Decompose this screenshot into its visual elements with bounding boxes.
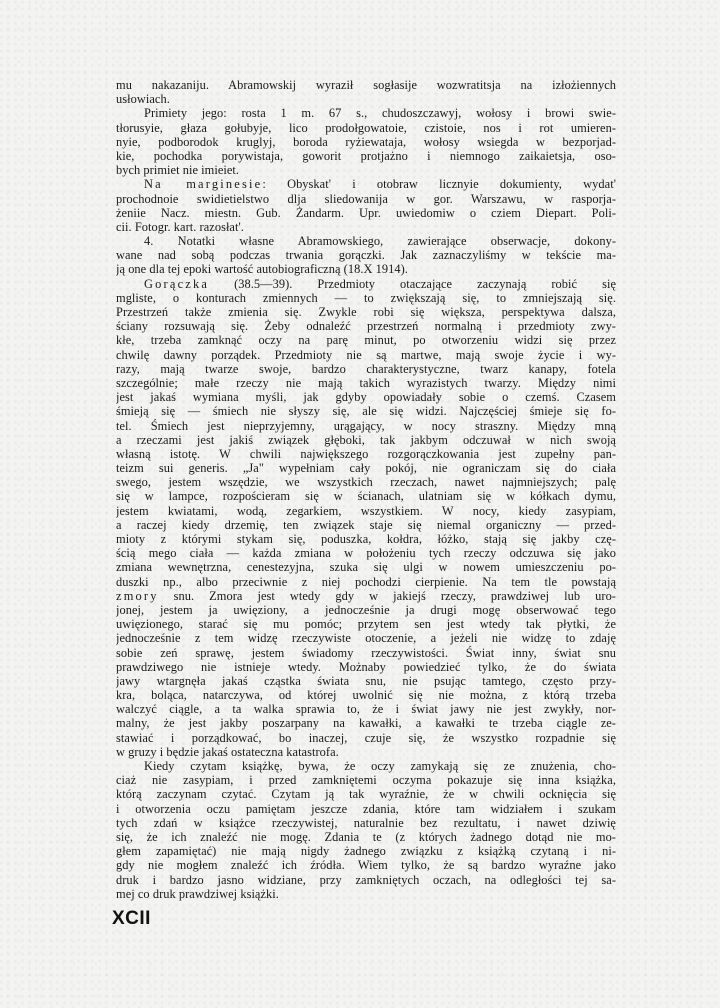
text-line: wane nad sobą podczas trwania gorączki. Jak zaznaczyliśmy w tekście ma- [116,248,616,263]
text-line: jonej, jestem ja uwięziony, a jednocześnie ja drugi mogę obserwować tego [116,602,616,617]
text-line: się w lampce, rozpościeram się w ścianach, ulatniam się w kółkach dymu, [116,489,616,504]
line-rest: : Obyskat' i otobraw licznyie dokumienty, wydat' [262,177,616,192]
text-line: jestem kwiatami, wodą, zegarkiem, wszystkiem. W nocy, kiedy zasypiam, [116,503,616,518]
text-line: 4. Notatki własne Abramowskiego, zawierające obserwacje, dokony- [144,234,616,249]
page-number: XCII [112,908,151,929]
text-line: Primiety jego: rosta 1 m. 67 s., chudoszczawyj, wołosy i browi swie- [144,106,616,121]
text-line: Przestrzeń także zmienia się. Zwykle robi się większa, perspektywa dalsza, [116,305,616,319]
text-line: tych zdań w książce rzeczywistej, naturalnie bez rezultatu, i nawet dziwię [116,815,616,830]
text-line: a raczej kiedy drzemię, ten związek staje się niemal organiczny — przed- [116,517,616,532]
text-line: się, że ich znaleźć nie mogę. Zdania te (z których żadnego dotąd nie mo- [116,829,616,844]
text-line: ścią mego ciała — każda zmiana w położeniu tych rzeczy odczuwa się jako [116,546,616,561]
text-line: stawiać i porządkować, bo inaczej, czuje się, że wszystko rozpadnie się [116,730,616,745]
line-rest: (38.5—39). Przedmioty otaczające zaczynają robić się [209,276,616,291]
text-line: cii. Fotogr. kart. razosłat'. [116,219,244,234]
text-line: teizm sui generis. „Ja" wypełniam cały pokój, nie ograniczam się do ciała [116,461,616,476]
text-line: jednocześnie z tem widzę rzeczywiste otoczenie, a jeżeli nie widzę to zdaję [116,631,616,646]
emphasized-term: Na marginesie [144,177,263,192]
text-line: razy, mają twarze swoje, bardzo charakterystyczne, twarz kanapy, fotela [116,361,616,376]
text-line: własną istotę. W chwili największego rozgorączkowania jest zupełny pan- [116,446,616,461]
text-line: mu nakazaniju. Abramowskij wyraził sogłasije wozwratitsja na izłożiennych [116,78,616,92]
text-line [116,177,616,191]
text-line: druk i bardzo jasno widziane, przy zamkniętych oczach, na odległości tej sa- [116,872,616,887]
text-line: ciaż nie zasypiam, i przed zamkniętemi oczyma pokazuje się inna książka, [116,773,616,788]
emphasized-term: Gorączka [144,276,210,291]
text-line: bych primiet nie imieiet. [116,163,240,178]
text-line: jest jakaś wymiana myśli, jak gdyby opowiadały sobie o czemś. Czasem [116,390,616,405]
text-line: chwilę dawny porządek. Przedmioty nie są martwe, mają swoje życie i wy- [116,347,616,362]
body-text [116,78,616,901]
text-line: i otworzenia oczu pamiętam jeszcze zdania, które tam widziałem i szukam [116,801,616,816]
emphasized-term: zmory [116,588,159,603]
text-line: sobie zeń sprawę, jestem świadomy rzeczywistości. Świat inny, świat snu [116,645,616,660]
text-line: ściany rozsuwają się. Żeby odnaleźć przestrzeń normalną i przedmioty zwy- [116,319,616,334]
line-rest: snu. Zmora jest wtedy gdy w jakiejś rzeczy, prawdziwej lub uro- [158,588,616,603]
text-line: ją one dla tej epoki wartość autobiograficzną (18.X 1914). [116,262,408,277]
text-line: w gruzy i będzie jakaś ostateczna katastrofa. [116,744,339,759]
text-line: duszki np., albo przeciwnie z niej pochodzi cierpienie. Na tem tle powstają [116,574,616,589]
text-line: malny, że jest jakby poszarpany na kawałki, a kawałki te trzeba ciągle ze- [116,716,616,731]
text-line: zmiana wewnętrzna, cenestezyjna, szuka się ulgi w nowem umieszczeniu po- [116,560,616,575]
text-line: uwięzionego, starać się mu pomóc; przytem sen jest wtedy tak płytki, że [116,617,616,632]
text-line: kłe, trzeba zamknąć oczy na parę minut, po otworzeniu widzi się przez [116,333,616,348]
text-line: Kiedy czytam książkę, bywa, że oczy zamykają się ze znużenia, cho- [144,759,616,773]
text-line: swego, jestem wszędzie, we wszystkich rzeczach, nawet najmniejszych; palę [116,475,616,490]
text-line: mioty z którymi stykam się, poduszka, kołdra, łóżko, stają się jakby czę- [116,532,616,546]
text-line: jawy wtargnęła jakaś cząstka świata snu, nie psując tamtego, często przy- [116,673,616,688]
text-line: prawdziwego nie istnieje wtedy. Możnaby powiedzieć tylko, że do świata [116,659,616,674]
text-line: którą zaczynam czytać. Czytam ją tak wyraźnie, że w chwili ocknięcia się [116,787,616,802]
text-line: usłowiach. [116,92,170,107]
text-line: walczyć ciągle, a ta walka sprawia to, że i świat jawy nie jest zwykły, nor- [116,702,616,717]
text-line: mej co druk prawdziwej książki. [116,886,279,901]
text-line: głem zapamiętać) nie mają nigdy żadnego związku z książką czytaną i ni- [116,844,616,859]
text-line: tel. Śmiech jest nieprzyjemny, urągający, w nocy straszny. Między mną [116,418,616,433]
text-line: kie, pochodka porywistaja, goworit protjażno i niemnogo zaikaietsja, oso- [116,148,616,163]
text-line: prochodnoie swidietielstwo dlja sliedowanija w gor. Warszawu, w rasporja- [116,191,616,206]
text-line: żeniie Nacz. miestn. Gub. Żandarm. Upr. uwiedomiw o cziem Diepart. Poli- [116,205,616,220]
text-line: a rzeczami jest jakiś związek głęboki, tak jakbym odczuwał w nich swoją [116,432,616,447]
text-line: śmieją się — śmiech nie słyszy się, ale się widzi. Najczęściej śmieje się fo- [116,404,616,419]
text-line: kra, boląca, natarczywa, od której uwolnić się nie można, z którą trzeba [116,688,616,703]
text-line: szczególnie; małe rzeczy nie mają takich wyrazistych twarzy. Między nimi [116,375,616,390]
text-line: mgliste, o konturach zmiennych — to zwiększają się, to zmniejszają się. [116,290,616,305]
text-line: gdy nie mogłem znaleźć ich źródła. Wiem tylko, że są bardzo wyraźne jako [116,858,616,873]
text-line: nyie, podborodok kruglyj, boroda ryżiewataja, wołosy wsiegda w bezporjad- [116,134,616,149]
text-line: tłorusyie, głaza gołubyje, lico prodołgowatoie, czistoie, nos i rot umieren- [116,120,616,135]
text-line [116,277,616,291]
text-line [116,589,616,603]
